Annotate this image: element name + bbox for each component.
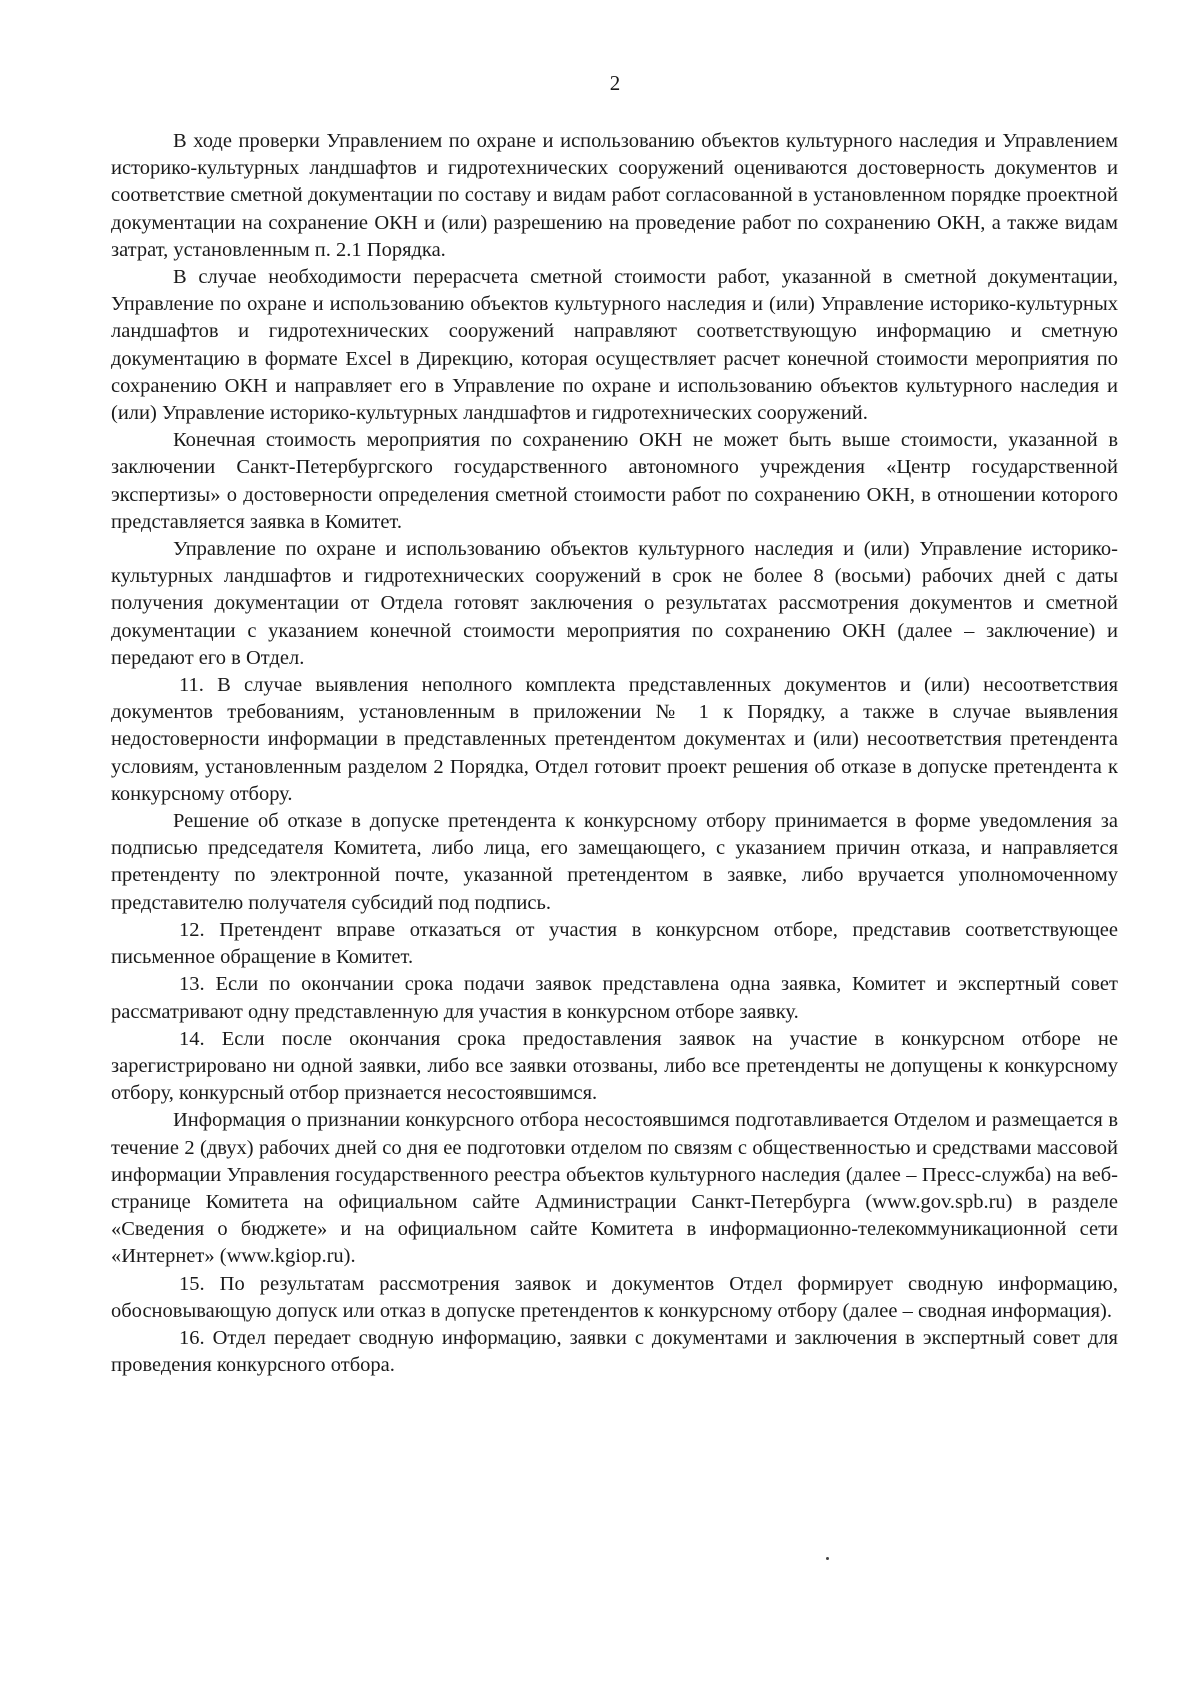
paragraph-publication-info: Информация о признании конкурсного отбора несостоявшимся подготавливается Отделом и размещается в течение 2 (двух) рабочих дней со дня ее подготовки отделом по связям с общественностью и средствами массовой информации Управления государственного реестра объектов культурного наследия (далее – Пресс-служба) на веб-странице Комитета на официальном сайте Администрации Санкт-Петербурга (www.gov.spb.ru) в разделе «Сведения о бюджете» и на официальном сайте Комитета в информационно-телекоммуникационной сети «Интернет» (www.kgiop.ru).	[111, 1109, 1118, 1268]
paragraph-inspection: В ходе проверки Управлением по охране и использованию объектов культурного наследия и Управлением историко-культурных ландшафтов и гидротехнических сооружений оцениваются достоверность документов и соответствие сметной документации по составу и видам работ согласованной в установленном порядке проектной документации на сохранение ОКН и (или) разрешению на проведение работ по сохранению ОКН, а также видам затрат, установленным п. 2.1 Порядка.	[111, 130, 1118, 261]
paragraph-recalculation: В случае необходимости перерасчета сметной стоимости работ, указанной в сметной документации, Управление по охране и использованию объектов культурного наследия и (или) Управление историко-культурных ландшафтов и гидротехнических сооружений направляют соответствующую информацию и сметную документацию в формате Excel в Дирекцию, которая осуществляет расчет конечной стоимости мероприятия по сохранению ОКН и направляет его в Управление по охране и использованию объектов культурного наследия и (или) Управление историко-культурных ландшафтов и гидротехнических сооружений.	[111, 266, 1118, 425]
paragraph-item-15: 15. По результатам рассмотрения заявок и документов Отдел формирует сводную информацию, обосновывающую допуск или отказ в допуске претендентов к конкурсному отбору (далее – сводная информация).	[111, 1272, 1118, 1322]
paragraph-item-16: 16. Отдел передает сводную информацию, заявки с документами и заключения в экспертный совет для проведения конкурсного отбора.	[111, 1326, 1118, 1377]
paragraph-refusal-decision: Решение об отказе в допуске претендента к конкурсному отбору принимается в форме уведомления за подписью председателя Комитета, либо лица, его замещающего, с указанием причин отказа, и направляется претенденту по электронной почте, указанной претендентом в заявке, либо вручается уполномоченному представителю получателя субсидий под подпись.	[111, 810, 1118, 914]
paragraph-item-11: 11. В случае выявления неполного комплекта представленных документов и (или) несоответствия документов требованиям, установленным в приложении № 1 к Порядку, а также в случае выявления недостоверности информации в представленных претендентом документах и (или) несоответствия претендента условиям, установленным разделом 2 Порядка, Отдел готовит проект решения об отказе в допуске претендента к конкурсному отбору.	[111, 674, 1118, 805]
page-number: 2	[609, 71, 621, 95]
paragraph-item-12: 12. Претендент вправе отказаться от участия в конкурсном отборе, представив соответствующее письменное обращение в Комитет.	[111, 918, 1118, 969]
scan-speck	[826, 1557, 829, 1560]
document-body	[111, 128, 1118, 1379]
paragraph-item-13: 13. Если по окончании срока подачи заявок представлена одна заявка, Комитет и экспертный совет рассматривают одну представленную для участия в конкурсном отборе заявку.	[111, 973, 1118, 1023]
paragraph-item-14: 14. Если после окончания срока предоставления заявок на участие в конкурсном отборе не зарегистрировано ни одной заявки, либо все заявки отозваны, либо все претенденты не допущены к конкурсному отбору, конкурсный отбор признается несостоявшимся.	[111, 1027, 1118, 1105]
paragraph-conclusion-deadline: Управление по охране и использованию объектов культурного наследия и (или) Управление историко-культурных ландшафтов и гидротехнических сооружений в срок не более 8 (восьми) рабочих дней с даты получения документации от Отдела готовят заключения о результатах рассмотрения документов и сметной документации с указанием конечной стоимости мероприятия по сохранению ОКН (далее – заключение) и передают его в Отдел.	[111, 538, 1118, 669]
paragraph-final-cost: Конечная стоимость мероприятия по сохранению ОКН не может быть выше стоимости, указанной в заключении Санкт-Петербургского государственного автономного учреждения «Центр государственной экспертизы» о достоверности определения сметной стоимости работ по сохранению ОКН, в отношении которого представляется заявка в Комитет.	[111, 429, 1118, 533]
